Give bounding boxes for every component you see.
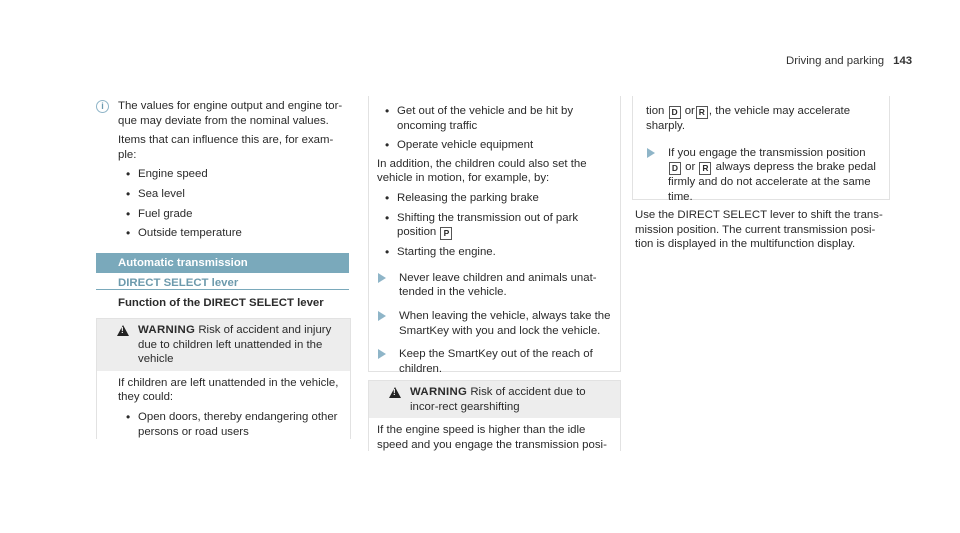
list-item: • Releasing the parking brake	[377, 191, 612, 206]
header-title: Driving and parking	[786, 55, 885, 67]
page-header	[786, 54, 912, 69]
list-item: • Sea level	[118, 187, 349, 202]
arrow-right-icon	[378, 273, 386, 283]
list-item: • Starting the engine.	[377, 245, 612, 260]
warning-cont-text: tion D or R , the vehicle may accelerate sharply.	[646, 105, 851, 132]
info-circle-icon: i	[96, 100, 109, 113]
list-item: • Operate vehicle equipment	[377, 138, 612, 153]
section-title: Automatic transmission	[118, 257, 248, 269]
page-number: 143	[893, 55, 913, 67]
list-item: • Fuel grade	[118, 207, 349, 222]
warning-icon	[117, 325, 129, 336]
action-step: When leaving the vehicle, always take the SmartKey with you and lock the vehicle.	[377, 309, 612, 338]
warning-head-text: Risk of accident due to incor-rect gearshifting	[410, 386, 586, 413]
list-item: • Engine speed	[118, 167, 349, 182]
warning-box-1-continued	[368, 96, 621, 375]
list-item: • Shifting the transmission out of park position P	[377, 211, 612, 241]
section-subtitle: DIRECT SELECT lever	[118, 277, 239, 289]
arrow-right-icon	[378, 349, 386, 359]
warning-body-text: If the engine speed is higher than the idle speed and you engage the transmission posi-	[377, 424, 607, 451]
gear-p-icon: P	[440, 227, 452, 240]
note-sub: Items that can influence this are, for exam-ple:	[118, 134, 334, 161]
warning-header-1	[97, 319, 350, 371]
usage-text: Use the DIRECT SELECT lever to shift the trans-mission position. The current transmission posi-tion is displayed in the multifunction display.	[635, 209, 883, 251]
warning-box-2	[368, 380, 621, 451]
arrow-right-icon	[378, 311, 386, 321]
info-note	[96, 99, 349, 241]
action-step: If you engage the transmission position D or R always depress the brake pedal firmly and do not accelerate at the same time.	[646, 146, 879, 205]
arrow-right-icon	[647, 148, 655, 158]
function-heading: Function of the DIRECT SELECT lever	[118, 297, 324, 309]
gear-d-icon: D	[669, 106, 681, 119]
note-list	[118, 167, 349, 240]
warning-label: WARNING	[410, 386, 468, 398]
warning-box-1	[96, 318, 351, 439]
list-item: • Outside temperature	[118, 226, 349, 241]
warning-label: WARNING	[138, 324, 196, 336]
section-subtitle-bar	[96, 273, 349, 290]
warning-header-2	[369, 381, 620, 418]
list-item: • Open doors, thereby endangering other persons or road users	[118, 410, 342, 439]
note-text: The values for engine output and engine tor-que may deviate from the nominal values.	[118, 100, 343, 127]
warning-head-text: Risk of accident and injury due to children left unattended in the vehicle	[138, 324, 332, 366]
gear-r-icon: R	[699, 162, 711, 175]
gear-r-icon: R	[696, 106, 708, 119]
warning-icon	[389, 387, 401, 398]
section-title-bar	[96, 253, 349, 273]
warning-body-1	[97, 371, 350, 439]
warning-addition: In addition, the children could also set the vehicle in motion, for example, by:	[377, 157, 587, 185]
list-item: • Get out of the vehicle and be hit by oncoming traffic	[377, 104, 612, 133]
action-step: Keep the SmartKey out of the reach of children.	[377, 347, 612, 376]
warning-box-2-continued	[632, 96, 890, 203]
action-step: Never leave children and animals unat-tended in the vehicle.	[377, 271, 612, 300]
warning-body-text: If children are left unattended in the vehicle, they could:	[118, 376, 339, 404]
gear-d-icon: D	[669, 162, 681, 175]
